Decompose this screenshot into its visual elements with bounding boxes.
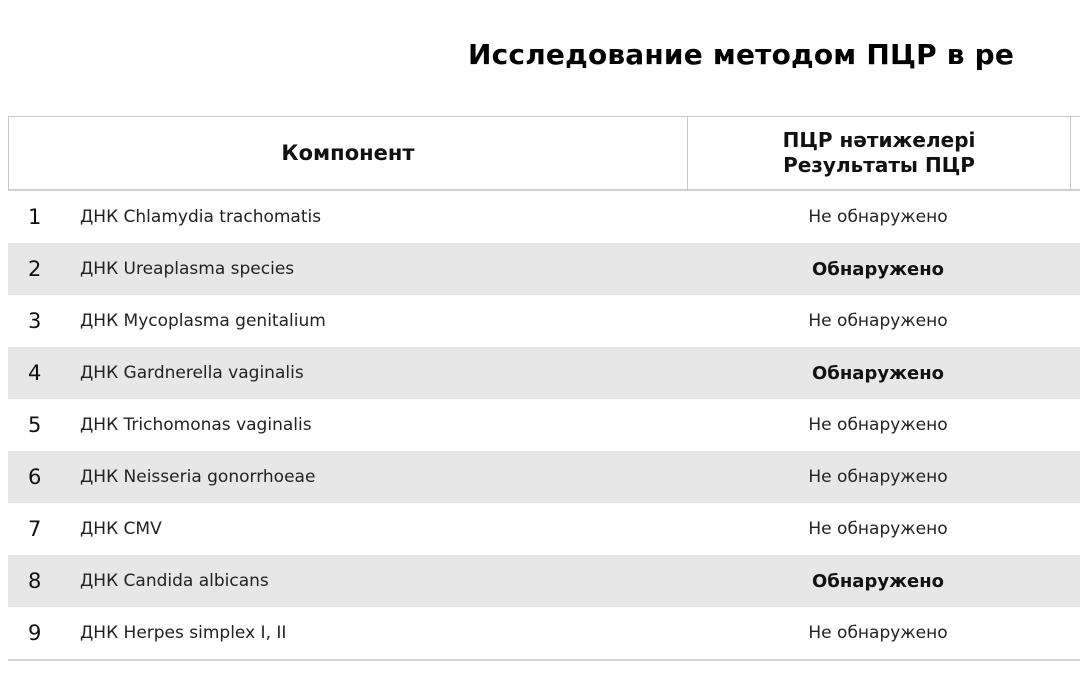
pcr-result: Не обнаружено: [808, 311, 948, 331]
row-number: 6: [28, 465, 42, 489]
table-row: [8, 243, 1080, 295]
row-number: 3: [28, 309, 42, 333]
pcr-result: Не обнаружено: [808, 467, 948, 487]
component-name: ДНК Mycoplasma genitalium: [80, 311, 326, 331]
pcr-result: Не обнаружено: [808, 207, 948, 227]
table-row: [8, 503, 1080, 555]
component-name: ДНК Trichomonas vaginalis: [80, 415, 312, 435]
results-column-header: [688, 117, 1071, 189]
table-header: [8, 116, 1080, 191]
component-name: ДНК Chlamydia trachomatis: [80, 207, 322, 227]
table-row: [8, 399, 1080, 451]
table-row: [8, 607, 1080, 659]
pcr-result-detected: Обнаружено: [812, 258, 944, 280]
pcr-result-detected: Обнаружено: [812, 570, 944, 592]
row-number: 8: [28, 569, 42, 593]
row-number: 2: [28, 257, 42, 281]
results-header-russian: Результаты ПЦР: [783, 153, 975, 177]
report-title: Исследование методом ПЦР в ре: [468, 38, 1015, 71]
component-name: ДНК Neisseria gonorrhoeae: [80, 467, 316, 487]
pcr-results-table: [8, 116, 1080, 661]
table-bottom-border: [8, 659, 1080, 661]
table-row: [8, 555, 1080, 607]
component-name: ДНК Gardnerella vaginalis: [80, 363, 304, 383]
row-number: 9: [28, 621, 42, 645]
pcr-result: Не обнаружено: [808, 415, 948, 435]
row-number: 7: [28, 517, 42, 541]
results-header-kazakh: ПЦР нәтижелері: [782, 128, 976, 152]
table-body: [8, 191, 1080, 661]
pcr-result: Не обнаружено: [808, 519, 948, 539]
component-name: ДНК CMV: [80, 519, 162, 539]
row-number: 1: [28, 205, 42, 229]
table-row: [8, 295, 1080, 347]
component-name: ДНК Herpes simplex I, II: [80, 623, 287, 643]
row-number: 5: [28, 413, 42, 437]
table-row: [8, 451, 1080, 503]
component-name: ДНК Candida albicans: [80, 571, 269, 591]
component-column-header: Компонент: [9, 117, 688, 189]
row-number: 4: [28, 361, 42, 385]
table-row: [8, 347, 1080, 399]
pcr-result: Не обнаружено: [808, 623, 948, 643]
pcr-result-detected: Обнаружено: [812, 362, 944, 384]
table-row: [8, 191, 1080, 243]
component-name: ДНК Ureaplasma species: [80, 259, 295, 279]
